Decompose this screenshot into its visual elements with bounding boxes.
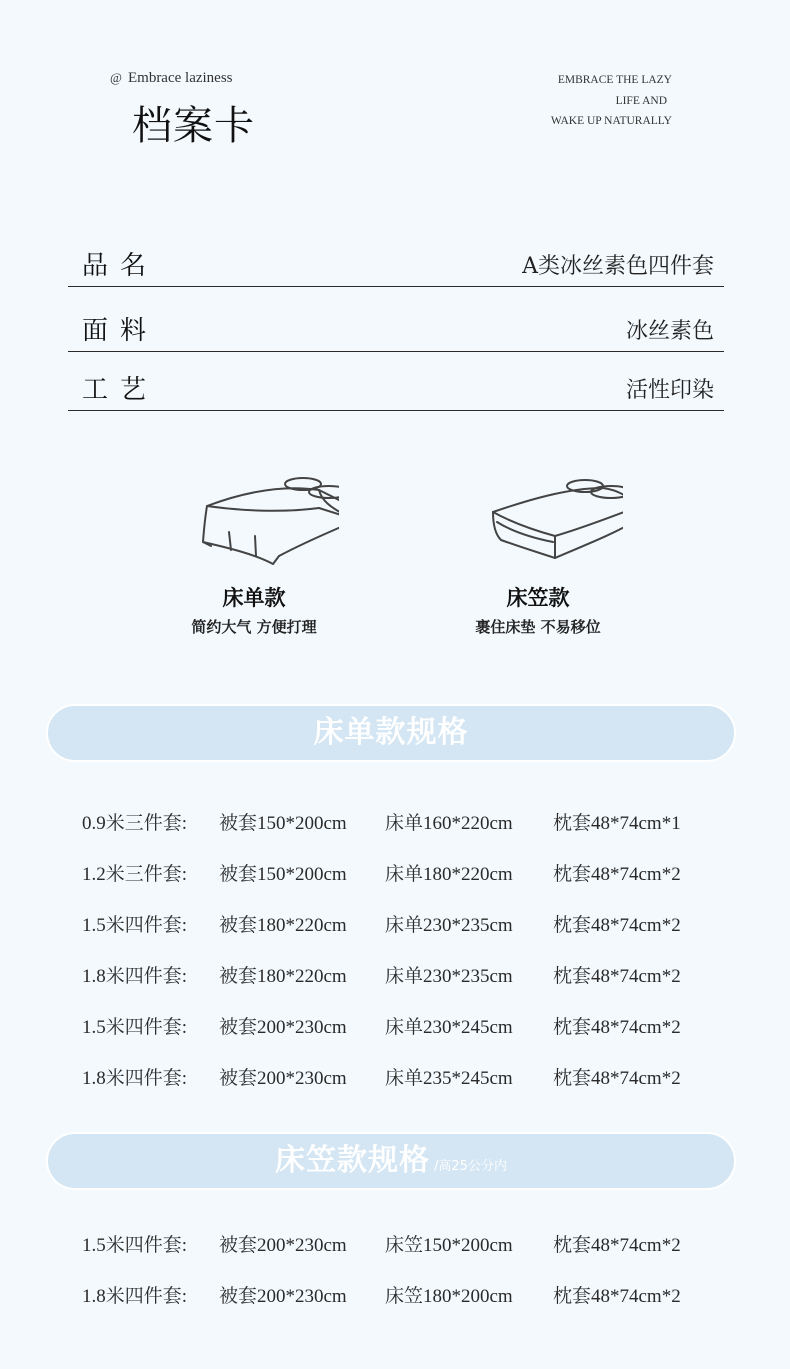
spec-pillow: 枕套48*74cm*2 bbox=[553, 1017, 681, 1038]
spec-row bbox=[82, 1012, 722, 1040]
fitted-spec-title: 床笠款规格 bbox=[275, 1143, 431, 1178]
spec-row bbox=[82, 1063, 722, 1091]
spec-sheet: 床单180*220cm bbox=[385, 864, 513, 885]
spec-sheet: 床单230*235cm bbox=[385, 915, 513, 936]
attr-value: 冰丝素色 bbox=[625, 319, 714, 344]
fitted-spec-note: /高25公分内 bbox=[434, 1159, 507, 1174]
spec-size: 1.2米三件套: bbox=[82, 864, 188, 885]
spec-fitted: 床笠150*200cm bbox=[385, 1235, 513, 1256]
fitted-sheet-bed-icon bbox=[453, 472, 623, 572]
sheet-spec-banner bbox=[46, 704, 736, 762]
product-flat-sheet bbox=[144, 472, 364, 637]
attr-row-name bbox=[68, 246, 724, 287]
spec-size: 1.5米四件套: bbox=[82, 1017, 188, 1038]
spec-sheet: 床单160*220cm bbox=[385, 813, 513, 834]
attr-key: 工艺 bbox=[82, 375, 159, 405]
attr-key: 面料 bbox=[82, 316, 159, 346]
spec-duvet: 被套150*200cm bbox=[219, 864, 347, 885]
product-name: 床单款 bbox=[222, 586, 286, 610]
spec-pillow: 枕套48*74cm*1 bbox=[553, 813, 681, 834]
spec-row bbox=[82, 1230, 722, 1258]
motto bbox=[551, 70, 672, 132]
motto-line-3: WAKE UP NATURALLY bbox=[550, 115, 672, 127]
motto-line-2: LIFE AND bbox=[615, 94, 667, 107]
tagline-text: Embrace laziness bbox=[127, 70, 233, 86]
spec-duvet: 被套180*220cm bbox=[219, 966, 347, 987]
product-fitted-sheet bbox=[428, 472, 648, 637]
spec-pillow: 枕套48*74cm*2 bbox=[553, 864, 681, 885]
spec-row bbox=[82, 910, 722, 938]
page-title: 档案卡 bbox=[132, 103, 255, 149]
spec-row bbox=[82, 961, 722, 989]
spec-pillow: 枕套48*74cm*2 bbox=[553, 1068, 681, 1089]
attr-row-craft bbox=[68, 370, 724, 411]
attr-value: A类冰丝素色四件套 bbox=[522, 254, 714, 279]
spec-duvet: 被套200*230cm bbox=[219, 1235, 347, 1256]
attr-value: 活性印染 bbox=[625, 378, 714, 403]
spec-pillow: 枕套48*74cm*2 bbox=[553, 966, 681, 987]
spec-size: 1.8米四件套: bbox=[82, 1068, 188, 1089]
attr-row-fabric bbox=[68, 311, 724, 352]
spec-size: 1.8米四件套: bbox=[82, 966, 188, 987]
flat-sheet-bed-icon bbox=[169, 472, 339, 572]
spec-size: 0.9米三件套: bbox=[82, 813, 188, 834]
spec-duvet: 被套200*230cm bbox=[219, 1017, 347, 1038]
spec-size: 1.8米四件套: bbox=[82, 1286, 188, 1307]
spec-pillow: 枕套48*74cm*2 bbox=[553, 1286, 681, 1307]
spec-duvet: 被套200*230cm bbox=[219, 1286, 347, 1307]
sheet-spec-title: 床单款规格 bbox=[313, 715, 469, 750]
spec-duvet: 被套180*220cm bbox=[219, 915, 347, 936]
spec-sheet: 床单230*245cm bbox=[385, 1017, 513, 1038]
spec-sheet: 床单235*245cm bbox=[385, 1068, 513, 1089]
spec-row bbox=[82, 859, 722, 887]
spec-sheet: 床单230*235cm bbox=[385, 966, 513, 987]
spec-size: 1.5米四件套: bbox=[82, 915, 188, 936]
spec-pillow: 枕套48*74cm*2 bbox=[553, 915, 681, 936]
spec-row bbox=[82, 808, 722, 836]
fitted-spec-banner bbox=[46, 1132, 736, 1190]
spec-duvet: 被套200*230cm bbox=[219, 1068, 347, 1089]
spec-pillow: 枕套48*74cm*2 bbox=[553, 1235, 681, 1256]
spec-fitted: 床笠180*200cm bbox=[385, 1286, 513, 1307]
tagline bbox=[110, 70, 233, 87]
product-name: 床笠款 bbox=[506, 586, 570, 610]
motto-line-1: EMBRACE THE LAZY bbox=[557, 74, 672, 86]
spec-duvet: 被套150*200cm bbox=[219, 813, 347, 834]
spec-row bbox=[82, 1281, 722, 1309]
product-desc: 简约大气 方便打理 bbox=[191, 618, 317, 636]
at-symbol: @ bbox=[110, 70, 122, 85]
attr-key: 品名 bbox=[82, 251, 159, 281]
spec-size: 1.5米四件套: bbox=[82, 1235, 188, 1256]
product-desc: 裹住床垫 不易移位 bbox=[475, 618, 601, 636]
